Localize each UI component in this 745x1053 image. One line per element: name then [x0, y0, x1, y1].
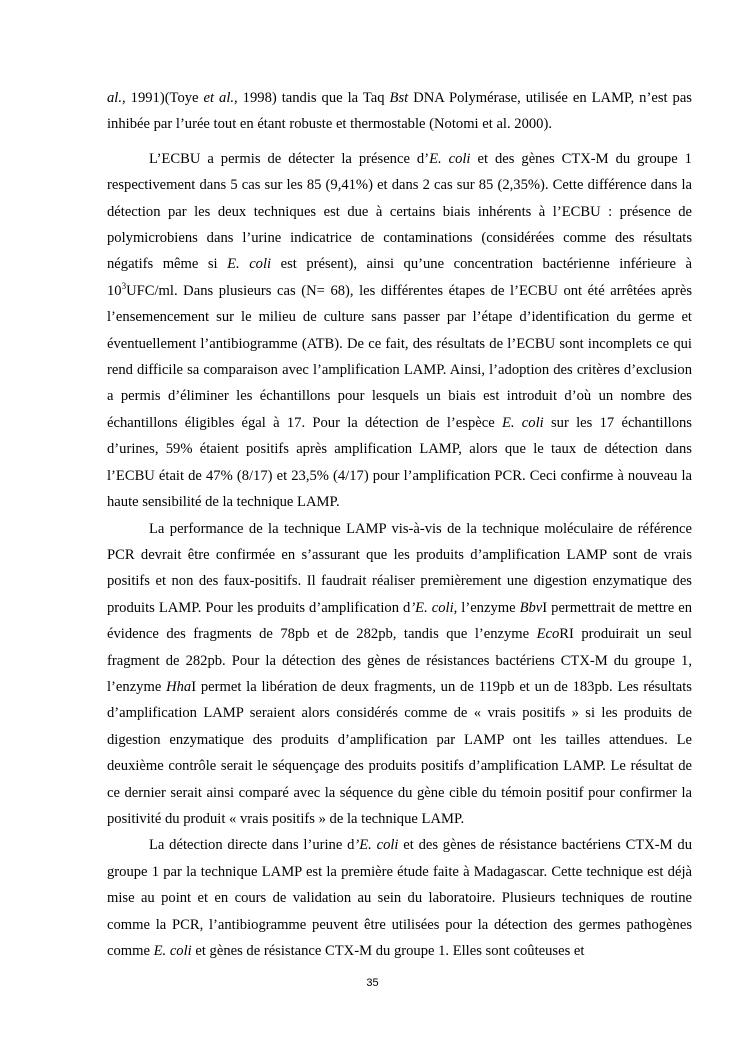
paragraph-3-run: I permettrait de mettre en évidence des fragments de 78pb et de 282pb, tandis que l’enzyme	[107, 599, 693, 643]
paragraph-1-run: al.,	[107, 90, 126, 106]
paragraph-3-run: Eco	[536, 626, 560, 643]
paragraph-1-run: et al.,	[203, 90, 238, 106]
paragraph-2-run: E. coli	[501, 414, 544, 431]
paragraph-3-run: Hha	[166, 678, 192, 695]
paragraph-2	[107, 146, 692, 516]
paragraph-2-run: sur les 17 échantillons d’urines, 59% étaient positifs après amplification LAMP, alors que le taux de détection dans l’ECBU était de 47% (8/17) et 23,5% (4/17) pour l’amplification PCR. Ceci confirme à nouveau la haute sensibilité de la technique LAMP.	[107, 414, 692, 511]
paragraph-2-run: E. coli	[227, 256, 272, 273]
paragraph-1	[107, 85, 692, 138]
paragraph-4-run: E. coli	[153, 943, 192, 959]
page-body	[107, 85, 692, 970]
paragraph-3-run: l’enzyme	[457, 599, 520, 616]
paragraph-2-run: UFC/ml. Dans plusieurs cas (N= 68), les différentes étapes de l’ECBU ont été arrêtées après l’ensemencement sur le milieu de culture sans passer par l’étape d’identification du germe et éventuellement l’antibiogramme (ATB). De ce fait, des résultats de l’ECBU sont incomplets ce qui rend difficile sa comparaison avec l’amplification LAMP. Ainsi, l’adoption des critères d’exclusion a permis d’éliminer les échantillons pour lesquels un biais est introduit d’où un nombre des échantillons éligibles égal à 17. Pour la détection de l’espèce	[107, 282, 692, 431]
paragraph-3-run: Bbv	[519, 599, 543, 616]
paragraph-2-run: E. coli	[429, 150, 471, 167]
paragraph-3-run: ’E. coli,	[410, 599, 458, 616]
page-number: 35	[366, 977, 379, 989]
paragraph-3-run: La performance de la technique LAMP vis-à-vis de la technique moléculaire de référence PCR devrait être confirmée en s’assurant que les produits d’amplification LAMP sont de vrais positifs et non des faux-positifs. Il faudrait réaliser premièrement une digestion enzymatique des produits LAMP. Pour les produits d’amplification d	[107, 520, 692, 616]
paragraph-3	[107, 516, 692, 833]
paragraph-4-run: et gènes de résistance CTX-M du groupe 1. Elles sont coûteuses et	[191, 943, 585, 959]
paragraph-2-run: L’ECBU a permis de détecter la présence d’	[149, 150, 430, 167]
paragraph-4-run: La détection directe dans l’urine d	[149, 837, 355, 854]
paragraph-1-run: 1991)(Toye	[125, 90, 204, 106]
paragraph-1-run: 1998) tandis que la Taq	[237, 90, 390, 106]
paragraph-2-run: est présent), ainsi qu’une concentration bactérienne inférieure à 10	[107, 256, 692, 299]
paragraph-3-run: I permet la libération de deux fragments, un de 119pb et un de 183pb. Les résultats d’amplification LAMP seraient alors considérés comme de « vrais positifs » si les produits de digestion enzymatique des produits d’amplification par LAMP ont les tailles attendues. Le deuxième contrôle serait le séquençage des produits positifs d’amplification LAMP. Le résultat de ce dernier serait ainsi comparé avec la séquence du gène cible du témoin positif pour confirmer la positivité du produit « vrais positifs » de la technique LAMP.	[107, 678, 692, 827]
paragraph-4	[107, 832, 692, 964]
paragraph-2-run: 3	[121, 280, 127, 291]
paragraph-2-run: et des gènes CTX-M du groupe 1 respectivement dans 5 cas sur les 85 (9,41%) et dans 2 cas sur 85 (2,35%). Cette différence dans la détection par les deux techniques est due à certains biais inhérents à l’ECBU : présence de polymicrobiens dans l’urine indicatrice de contaminations (considérées comme des résultats négatifs même si	[107, 150, 692, 273]
paragraph-3-run: RI produirait un seul fragment de 282pb. Pour la détection des gènes de résistances bactériens CTX-M du groupe 1, l’enzyme	[107, 626, 692, 695]
paragraph-4-run: et des gènes de résistance bactériens CTX-M du groupe 1 par la technique LAMP est la première étude faite à Madagascar. Cette technique est déjà mise au point et en cours de validation au sein du laboratoire. Plusieurs techniques de routine comme la PCR, l’antibiogramme peuvent être utilisées pour la détection des germes pathogènes comme	[107, 837, 692, 959]
paragraph-4-run: ’E. coli	[354, 837, 399, 854]
paragraph-1-run: Bst	[389, 90, 409, 106]
paragraph-1-run: DNA Polymérase, utilisée en LAMP, n’est pas inhibée par l’urée tout en étant robuste et thermostable (Notomi et al. 2000).	[107, 90, 692, 133]
